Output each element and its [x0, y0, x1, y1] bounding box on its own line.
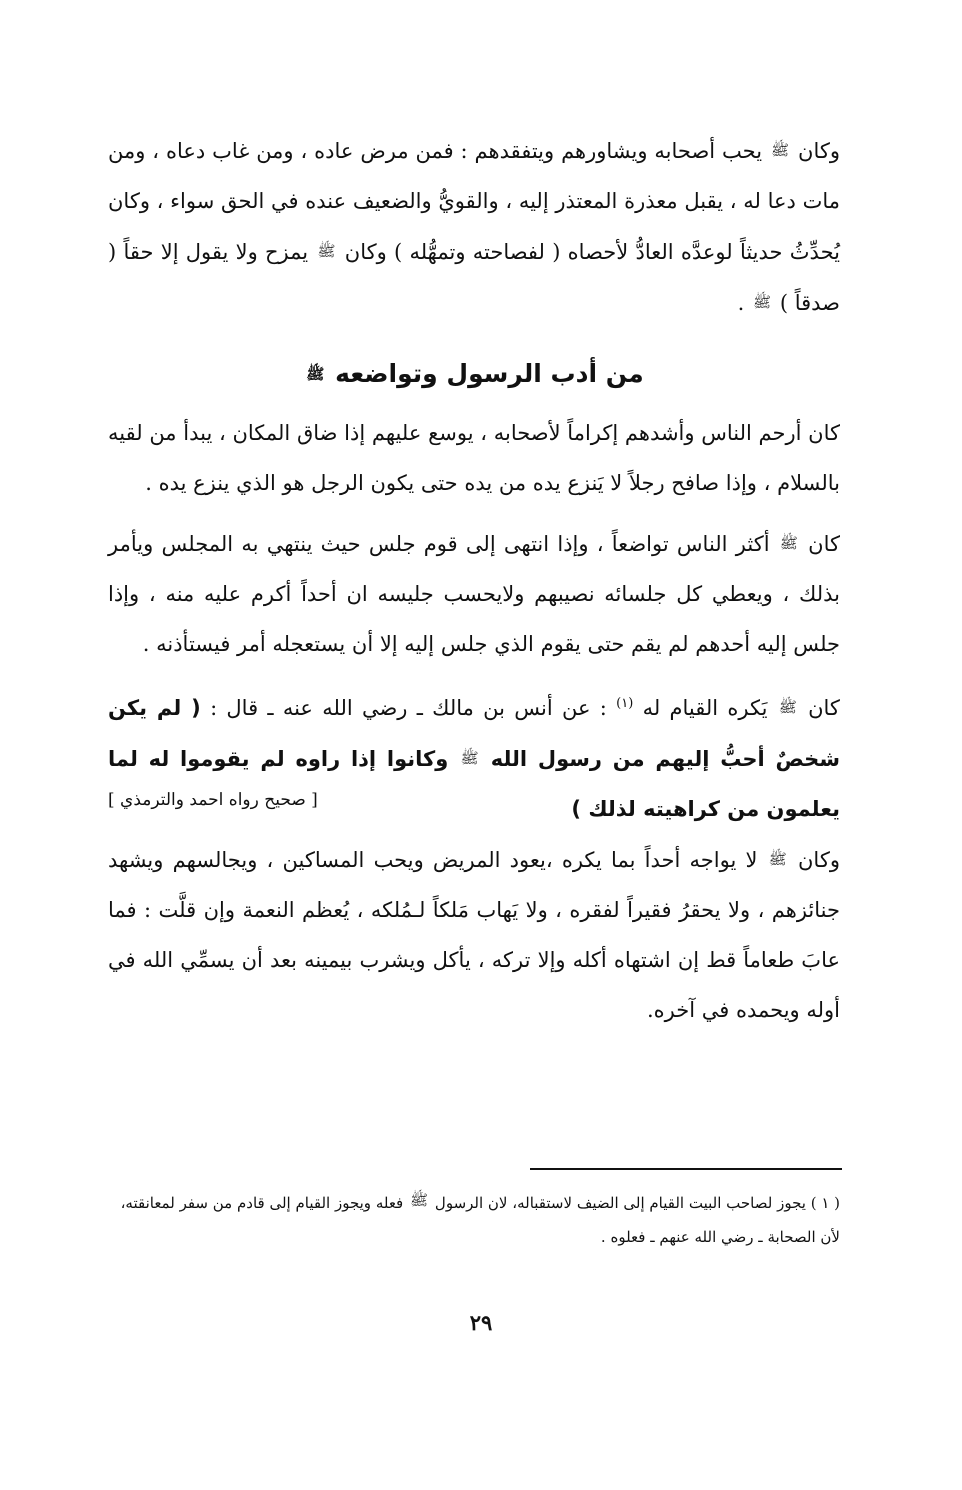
honorific-icon: ﷺ [410, 1191, 429, 1209]
hadith-source: [ صحيح رواه احمد والترمذي ] [108, 790, 318, 810]
honorific-icon: ﷺ [770, 141, 790, 159]
honorific-icon: ﷺ [768, 850, 787, 868]
heading-text: من أدب الرسول وتواضعه [335, 359, 644, 388]
text-run: كان أرحم الناس وأشدهم إكراماً لأصحابه ، يوسع عليهم إذا ضاق المكان ، يبدأ من لقيه بالسلام ، وإذا صافح رجلاً لا يَنزع يده من يده حتى يكون الرجل هو الذي ينزع يده . [108, 421, 840, 495]
text-run: يَكره القيام له [642, 696, 768, 720]
text-run: يحب أصحابه ويشاورهم ويتفقدهم : فمن مرض عاده ، ومن غاب دعاه ، ومن مات دعا له ، يقبل معذرة المعتذر إليه ، والقويُّ والضعيف عنده في الحق سواء ، وكان يُحدِّثُ حديثاً لوعدَّه العادُّ لأحصاه ( لفصاحته وتمهُّله ) وكان [108, 139, 840, 264]
footnote-text: ( ١ ) يجوز لصاحب البيت القيام إلى الضيف لاستقباله، لان الرسول [434, 1194, 840, 1212]
text-run: . [737, 291, 745, 315]
honorific-icon: ﷺ [778, 698, 797, 716]
paragraph-humility [108, 518, 840, 669]
honorific-icon: ﷺ [460, 749, 479, 767]
page-body [108, 125, 840, 1035]
text-run: يمزح ولا يقول إلا حقاً ( صدقاً ) [108, 240, 840, 315]
footnote-divider [530, 1168, 842, 1170]
paragraph-mercy [108, 408, 840, 508]
text-run: أكثر الناس تواضعاً ، وإذا انتهى إلى قوم جلس حيث ينتهي به المجلس ويأمر بذلك ، ويعطي كل جلسائه نصيبهم ولايحسب جليسه ان أحداً أكرم عليه منه ، وإذا جلس إليه أحدهم لم يقم حتى يقوم الذي جلس إليه إلا أن يستعجله أمر فيستأذنه . [108, 532, 840, 656]
text-run: كان [808, 696, 840, 720]
honorific-icon: ﷺ [753, 293, 772, 311]
footnote-text: فعله ويجوز القيام إلى قادم من سفر لمعانقته، لأن الصحابة ـ رضي الله عنهم ـ فعلوه . [120, 1194, 840, 1246]
hadith-quote: ( لم يكن شخصٌ أحبُّ إليهم من رسول الله [108, 696, 840, 771]
hadith-quote: وكانوا إذا راوه لم يقوموا له لما يعلمون من كراهيته لذلك ) [108, 747, 840, 821]
text-run: لا يواجه أحداً بما يكره ،يعود المريض ويحب المساكين ، ويجالسهم ويشهد جنائزهم ، ولا يحقرُ فقيراً لفقره ، ولا يَهاب مَلكاً لـمُلكه ، يُعظم النعمة وإن قلَّت : فما عابَ طعاماً قط إن اشتهاه أكله وإلا تركه ، يأكل ويشرب بيمينه بعد أن يسمِّي الله في أوله ويحمده في آخره. [108, 848, 840, 1022]
text-run: وكان [798, 848, 840, 872]
paragraph-companions [108, 125, 840, 328]
page-number: ٢٩ [469, 1310, 493, 1335]
section-heading [108, 354, 840, 394]
paragraph-manners [108, 834, 840, 1035]
text-run: وكان [798, 139, 840, 163]
text-run: كان [808, 532, 840, 556]
honorific-icon: ﷺ [306, 365, 325, 383]
paragraph-standing [108, 679, 840, 834]
footnote [108, 1183, 840, 1254]
text-run: : عن أنس بن مالك ـ رضي الله عنه ـ قال : [210, 696, 607, 720]
footnote-marker: (١) [616, 696, 634, 711]
honorific-icon: ﷺ [779, 534, 798, 552]
source-line [558, 797, 565, 821]
honorific-icon: ﷺ [317, 242, 336, 260]
